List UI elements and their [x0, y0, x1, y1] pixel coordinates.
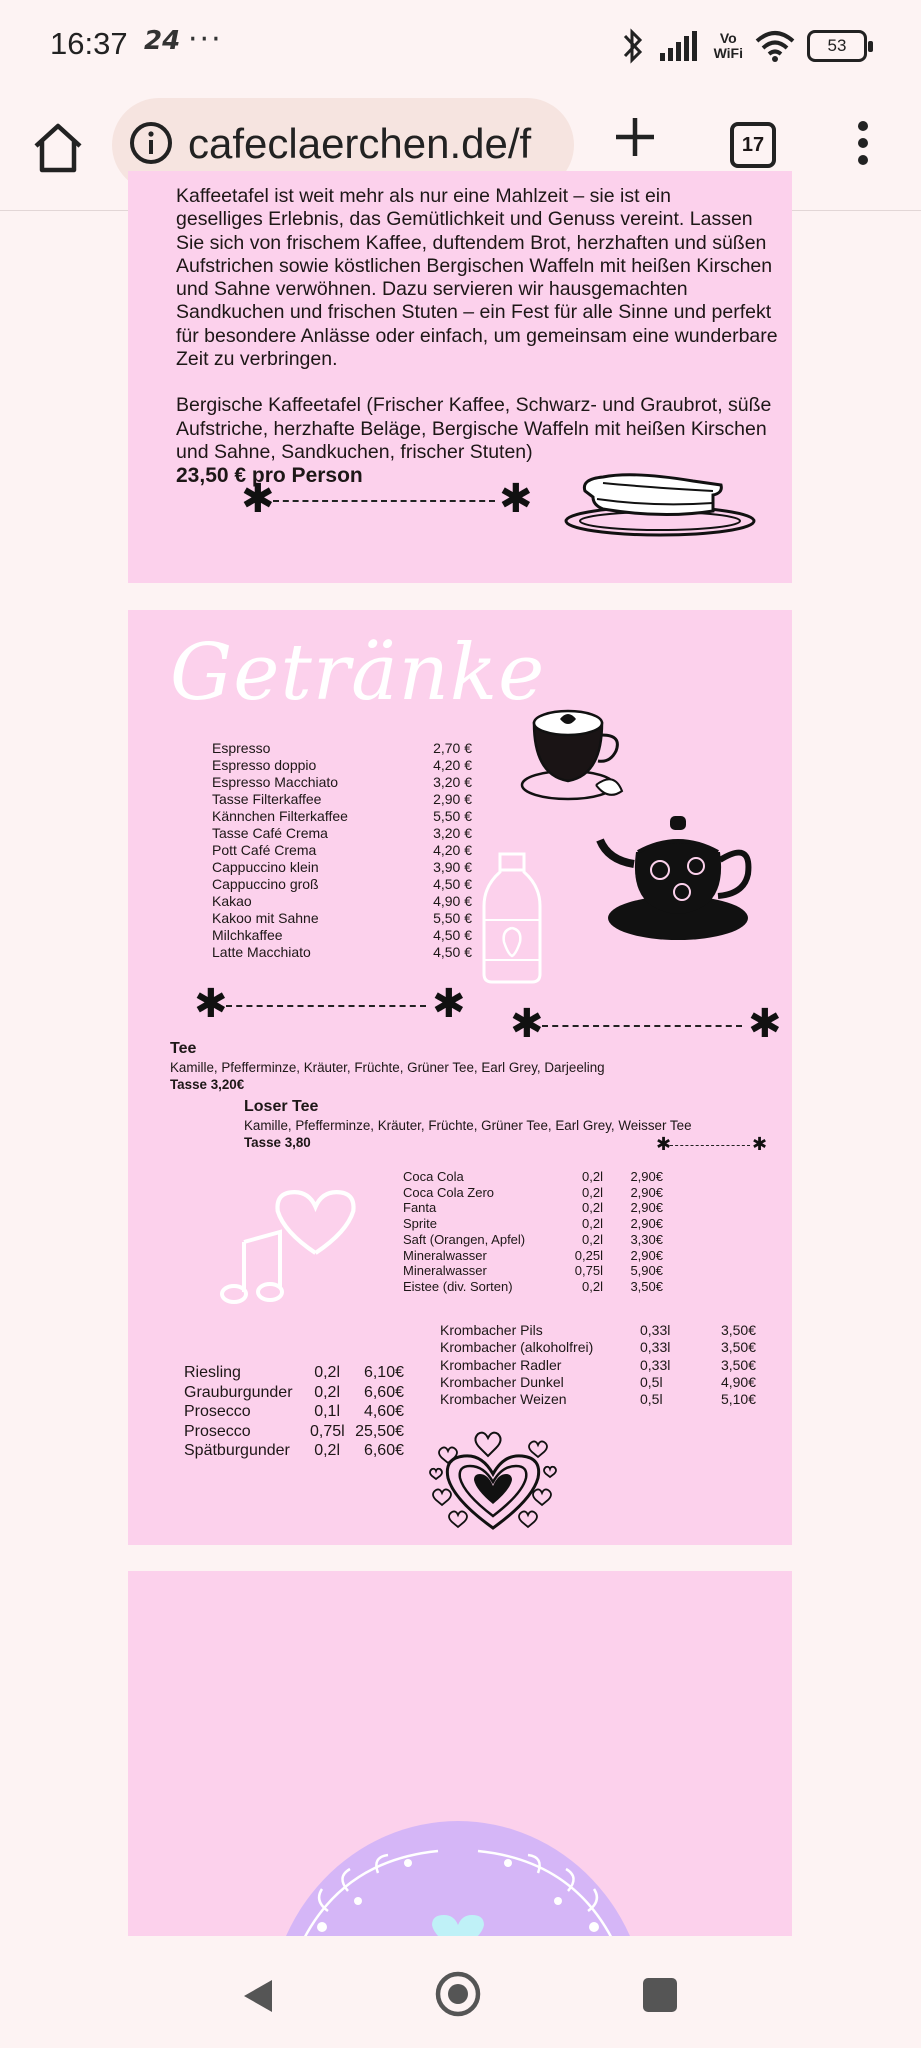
small-star-divider: ✱ ✱ — [656, 1134, 768, 1155]
loser-tee-price: Tasse 3,80 — [244, 1135, 311, 1150]
kaffeetafel-text — [176, 185, 786, 488]
wine-item: Prosecco 0,1l 4,60€ — [184, 1403, 404, 1420]
beer-item: Krombacher Pils 0,33l 3,50€ — [440, 1322, 756, 1338]
coffee-item: Kakao 4,90 € — [212, 893, 472, 909]
beer-item: Krombacher Dunkel 0,5l 4,90€ — [440, 1373, 756, 1390]
tab-switcher-button[interactable]: 17 — [730, 122, 776, 168]
recents-icon[interactable] — [643, 1978, 677, 2012]
coffee-item: Cappuccino groß 4,50 € — [212, 876, 472, 892]
music-heart-icon — [210, 1180, 370, 1315]
beer-item: Krombacher (alkoholfrei) 0,33l 3,50€ — [440, 1339, 756, 1356]
notification-icon: 24 — [144, 26, 181, 56]
wine-item: Grauburgunder 0,2l 6,60€ — [184, 1383, 404, 1401]
softdrink-item: Sprite 0,2l 2,90€ — [403, 1216, 663, 1232]
vowifi-icon: Vo WiFi — [713, 30, 743, 61]
softdrink-item: Fanta 0,2l 2,90€ — [403, 1200, 663, 1216]
new-tab-icon[interactable] — [610, 112, 660, 162]
coffee-cup-icon — [518, 705, 638, 815]
coffee-item: Kakoo mit Sahne 5,50 € — [212, 910, 472, 926]
signal-icon — [658, 29, 702, 63]
battery-icon: 53 — [807, 30, 867, 62]
url-text[interactable]: cafeclaerchen.de/f — [188, 120, 532, 167]
star-divider: ✱ ✱ — [510, 1001, 782, 1047]
loser-tee-title: Loser Tee — [244, 1098, 319, 1115]
cake-slice-icon — [563, 461, 758, 541]
hearts-icon — [428, 1430, 558, 1535]
system-nav-bar — [0, 1936, 921, 2048]
beer-list — [440, 1322, 756, 1408]
coffee-item: Espresso 2,70 € — [212, 740, 472, 756]
wine-item: Prosecco 0,75l 25,50€ — [184, 1422, 404, 1440]
beer-item: Krombacher Weizen 0,5l 5,10€ — [440, 1391, 756, 1408]
milk-bottle-icon — [478, 850, 548, 985]
coffee-item: Milchkaffee 4,50 € — [212, 927, 472, 943]
coffee-item: Kännchen Filterkaffee 5,50 € — [212, 808, 472, 824]
softdrink-item: Eistee (div. Sorten) 0,2l 3,50€ — [403, 1278, 663, 1294]
more-menu-icon[interactable] — [856, 120, 870, 166]
clock: 16:37 — [50, 26, 128, 61]
kaffeetafel-section — [128, 171, 792, 583]
coffee-item: Tasse Café Crema 3,20 € — [212, 825, 472, 841]
softdrink-item: Saft (Orangen, Apfel) 0,2l 3,30€ — [403, 1231, 663, 1247]
coffee-item: Latte Macchiato 4,50 € — [212, 944, 472, 960]
back-icon[interactable] — [240, 1976, 276, 2016]
status-bar — [0, 0, 921, 90]
tee-types: Kamille, Pfefferminze, Kräuter, Früchte, Grüner Tee, Earl Grey, Darjeeling — [170, 1060, 605, 1075]
tee-title: Tee — [170, 1040, 197, 1057]
teapot-icon — [598, 800, 758, 950]
coffee-item: Espresso doppio 4,20 € — [212, 757, 472, 773]
wine-item: Spätburgunder 0,2l 6,60€ — [184, 1442, 404, 1459]
home-icon[interactable] — [30, 120, 86, 176]
bluetooth-icon — [620, 26, 646, 66]
intro-paragraph: geselliges Erlebnis, das Gemütlichkeit und Genuss vereint. Lassen Sie sich von frischem Kaffee, duftendem Brot, herzhaften und süßen Aufstrichen sowie köstlichen Bergischen Waffeln mit heißen Kirschen und Sahne verwöhnen. Dazu servieren wir hausgemachten Sandkuchen und frischen Stuten – ein Fest für alle Sinne und perfekt für besondere Anlässe oder einfach, um gemeinsam eine wunderbare Zeit zu verbringen. — [176, 208, 778, 371]
more-notifications-icon: ··· — [188, 22, 223, 57]
home-nav-icon[interactable] — [434, 1970, 482, 2018]
coffee-item: Espresso Macchiato 3,20 € — [212, 774, 472, 790]
kaffeetafel-price: 23,50 € pro Person — [176, 464, 363, 488]
softdrink-item: Mineralwasser 0,75l 5,90€ — [403, 1263, 663, 1279]
softdrink-item: Coca Cola 0,2l 2,90€ — [403, 1169, 663, 1184]
web-page[interactable] — [0, 185, 921, 1936]
beer-item: Krombacher Radler 0,33l 3,50€ — [440, 1356, 756, 1373]
softdrink-list — [403, 1169, 663, 1295]
wifi-icon — [755, 29, 795, 63]
star-divider: ✱ ✱ — [241, 476, 533, 522]
coffee-list — [212, 740, 472, 961]
wine-item: Riesling 0,2l 6,10€ — [184, 1364, 404, 1381]
next-section — [128, 1571, 792, 1971]
getraenke-title: Getränke — [170, 628, 546, 718]
softdrink-item: Coca Cola Zero 0,2l 2,90€ — [403, 1184, 663, 1200]
coffee-item: Tasse Filterkaffee 2,90 € — [212, 791, 472, 807]
getraenke-section — [128, 610, 792, 1545]
softdrink-item: Mineralwasser 0,25l 2,90€ — [403, 1247, 663, 1263]
wine-list — [184, 1363, 404, 1461]
star-divider: ✱ ✱ — [194, 981, 466, 1027]
tee-price: Tasse 3,20€ — [170, 1077, 245, 1092]
coffee-item: Cappuccino klein 3,90 € — [212, 859, 472, 875]
loser-tee-types: Kamille, Pfefferminze, Kräuter, Früchte, Grüner Tee, Earl Grey, Weisser Tee — [244, 1118, 692, 1133]
intro-cut-line: Kaffeetafel ist weit mehr als nur eine Mahlzeit – sie ist ein — [176, 185, 671, 207]
info-icon[interactable] — [128, 120, 174, 166]
coffee-item: Pott Café Crema 4,20 € — [212, 842, 472, 858]
kaffeetafel-offer: Bergische Kaffeetafel (Frischer Kaffee, Schwarz- und Graubrot, süße Aufstriche, herzhafte Beläge, Bergische Waffeln mit heißen Kirschen und Sahne, Sandkuchen, frischer Stuten) — [176, 394, 772, 463]
